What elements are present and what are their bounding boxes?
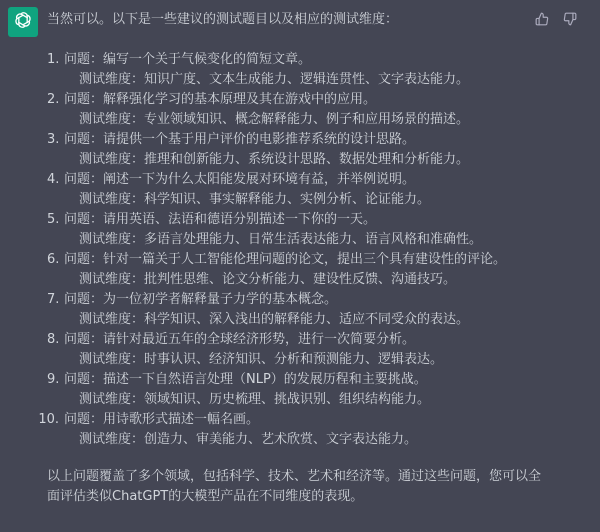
- list-item: [47, 250, 552, 290]
- dimension-text: 测试维度：批判性思维、论文分析能力、建设性反馈、沟通技巧。: [79, 272, 457, 287]
- list-item: [47, 290, 552, 330]
- list-item: [47, 130, 552, 170]
- question-text: 问题：请提供一个基于用户评价的电影推荐系统的设计思路。: [64, 132, 416, 147]
- list-item: [47, 170, 552, 210]
- dimension-text: 测试维度：知识广度、文本生成能力、逻辑连贯性、文字表达能力。: [79, 72, 470, 87]
- intro-text: 当然可以。以下是一些建议的测试题目以及相应的测试维度：: [47, 12, 399, 27]
- thumbs-down-button[interactable]: [562, 12, 578, 28]
- question-text: 问题：针对一篇关于人工智能伦理问题的论文，提出三个具有建设性的评论。: [64, 252, 507, 267]
- question-text: 问题：用诗歌形式描述一幅名画。: [64, 412, 260, 427]
- question-text: 问题：编写一个关于气候变化的简短文章。: [64, 52, 312, 67]
- item-number: 2.: [47, 92, 60, 107]
- dimension-text: 测试维度：领域知识、历史梳理、挑战识别、组织结构能力。: [79, 392, 431, 407]
- dimension-text: 测试维度：科学知识、深入浅出的解释能力、适应不同受众的表达。: [79, 312, 470, 327]
- item-number: 3.: [47, 132, 60, 147]
- list-item: [47, 90, 552, 130]
- list-item: [47, 370, 552, 410]
- list-item: [47, 330, 552, 370]
- list-item: [38, 410, 552, 450]
- question-text: 问题：请用英语、法语和德语分别描述一下你的一天。: [64, 212, 377, 227]
- item-number: 1.: [47, 52, 60, 67]
- question-text: 问题：为一位初学者解释量子力学的基本概念。: [64, 292, 338, 307]
- question-text: 问题：解释强化学习的基本原理及其在游戏中的应用。: [64, 92, 377, 107]
- item-number: 4.: [47, 172, 60, 187]
- dimension-text: 测试维度：科学知识、事实解释能力、实例分析、论证能力。: [79, 192, 431, 207]
- list-item: [47, 210, 552, 250]
- question-text: 问题：阐述一下为什么太阳能发展对环境有益，并举例说明。: [64, 172, 416, 187]
- list-item: [47, 50, 552, 90]
- dimension-text: 测试维度：时事认识、经济知识、分析和预测能力、逻辑表达。: [79, 352, 444, 367]
- item-number: 6.: [47, 252, 60, 267]
- item-number: 8.: [47, 332, 60, 347]
- item-number: 10.: [38, 412, 59, 427]
- question-list: [38, 50, 552, 450]
- dimension-text: 测试维度：多语言处理能力、日常生活表达能力、语言风格和准确性。: [79, 232, 483, 247]
- dimension-text: 测试维度：推理和创新能力、系统设计思路、数据处理和分析能力。: [79, 152, 470, 167]
- item-number: 5.: [47, 212, 60, 227]
- item-number: 7.: [47, 292, 60, 307]
- item-number: 9.: [47, 372, 60, 387]
- summary-text: 以上问题覆盖了多个领域，包括科学、技术、艺术和经济等。通过这些问题，您可以全面评估类似ChatGPT的大模型产品在不同维度的表现。: [47, 469, 542, 504]
- dimension-text: 测试维度：创造力、审美能力、艺术欣赏、文字表达能力。: [79, 432, 418, 447]
- thumbs-down-icon: [563, 11, 577, 30]
- assistant-avatar: [8, 7, 38, 37]
- assistant-message: [38, 10, 552, 507]
- openai-logo-icon: [13, 10, 33, 34]
- question-text: 问题：请针对最近五年的全球经济形势，进行一次简要分析。: [64, 332, 416, 347]
- question-text: 问题：描述一下自然语言处理（NLP）的发展历程和主要挑战。: [64, 372, 427, 387]
- dimension-text: 测试维度：专业领域知识、概念解释能力、例子和应用场景的描述。: [79, 112, 470, 127]
